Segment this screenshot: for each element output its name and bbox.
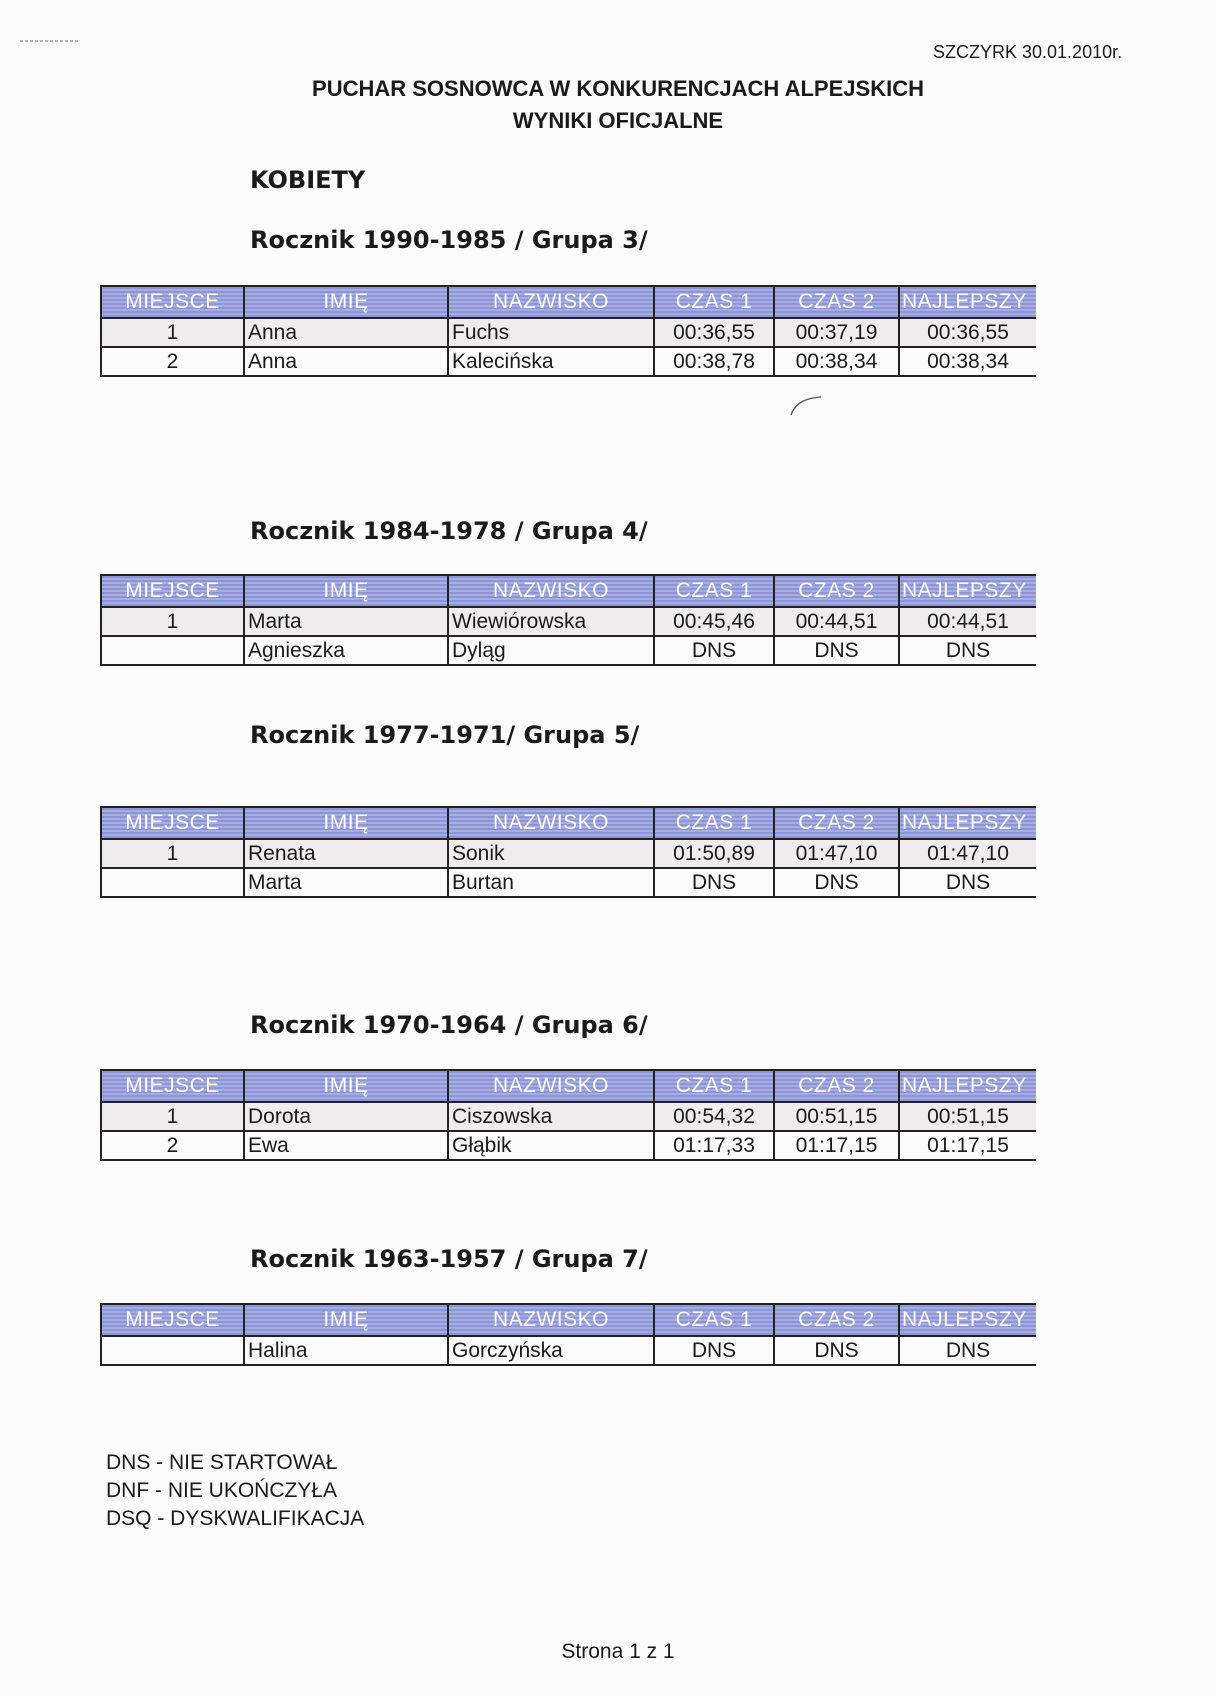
cell-time1: DNS — [654, 868, 774, 897]
column-header-best: NAJLEPSZY — [899, 1070, 1036, 1102]
cell-time2: 00:38,34 — [774, 347, 899, 376]
document-title: PUCHAR SOSNOWCA W KONKURENCJACH ALPEJSKICH — [312, 76, 924, 101]
column-header-time2: CZAS 2 — [774, 1070, 899, 1102]
section-heading: Rocznik 1977-1971/ Grupa 5/ — [250, 721, 640, 749]
cell-place: 2 — [101, 1131, 244, 1160]
column-header-first-name: IMIĘ — [244, 807, 448, 839]
column-header-place: MIEJSCE — [101, 1070, 244, 1102]
category-heading: KOBIETY — [250, 166, 366, 194]
cell-place: 1 — [101, 607, 244, 636]
cell-time1: 00:54,32 — [654, 1102, 774, 1131]
column-header-time2: CZAS 2 — [774, 575, 899, 607]
section-heading: Rocznik 1984-1978 / Grupa 4/ — [250, 517, 648, 545]
cell-first-name: Agnieszka — [244, 636, 448, 665]
results-table — [100, 285, 1036, 377]
table-row — [101, 636, 1036, 665]
cell-first-name: Anna — [244, 347, 448, 376]
scan-smudge — [20, 38, 92, 44]
section-heading: Rocznik 1990-1985 / Grupa 3/ — [250, 226, 648, 254]
cell-time2: 00:37,19 — [774, 318, 899, 347]
legend-line: DSQ - DYSKWALIFIKACJA — [106, 1507, 365, 1530]
table-header-row — [101, 807, 1036, 839]
column-header-last-name: NAZWISKO — [448, 807, 654, 839]
column-header-first-name: IMIĘ — [244, 1304, 448, 1336]
column-header-time1: CZAS 1 — [654, 286, 774, 318]
column-header-first-name: IMIĘ — [244, 575, 448, 607]
cell-time2: DNS — [774, 1336, 899, 1365]
cell-time1: 00:38,78 — [654, 347, 774, 376]
column-header-best: NAJLEPSZY — [899, 807, 1036, 839]
legend-line: DNF - NIE UKOŃCZYŁA — [106, 1479, 338, 1502]
results-table — [100, 1303, 1036, 1366]
column-header-best: NAJLEPSZY — [899, 286, 1036, 318]
cell-place — [101, 868, 244, 897]
results-table — [100, 574, 1036, 666]
column-header-time1: CZAS 1 — [654, 807, 774, 839]
column-header-place: MIEJSCE — [101, 1304, 244, 1336]
table-row — [101, 1336, 1036, 1365]
table-row — [101, 839, 1036, 868]
section-heading: Rocznik 1963-1957 / Grupa 7/ — [250, 1245, 648, 1273]
cell-time1: 00:36,55 — [654, 318, 774, 347]
column-header-place: MIEJSCE — [101, 807, 244, 839]
document-subtitle: WYNIKI OFICJALNE — [512, 108, 724, 133]
column-header-time1: CZAS 1 — [654, 1070, 774, 1102]
table-row — [101, 607, 1036, 636]
column-header-first-name: IMIĘ — [244, 1070, 448, 1102]
page-number: Strona 1 z 1 — [561, 1640, 675, 1663]
column-header-time1: CZAS 1 — [654, 575, 774, 607]
cell-best: DNS — [899, 636, 1036, 665]
cell-last-name: Wiewiórowska — [448, 607, 654, 636]
column-header-last-name: NAZWISKO — [448, 1304, 654, 1336]
cell-last-name: Fuchs — [448, 318, 654, 347]
table-row — [101, 347, 1036, 376]
cell-best: 00:36,55 — [899, 318, 1036, 347]
cell-best: 01:47,10 — [899, 839, 1036, 868]
column-header-time1: CZAS 1 — [654, 1304, 774, 1336]
table-header-row — [101, 575, 1036, 607]
cell-last-name: Dyląg — [448, 636, 654, 665]
cell-time1: 01:17,33 — [654, 1131, 774, 1160]
table-header-row — [101, 1304, 1036, 1336]
cell-first-name: Ewa — [244, 1131, 448, 1160]
cell-best: DNS — [899, 1336, 1036, 1365]
cell-best: 01:17,15 — [899, 1131, 1036, 1160]
cell-place: 1 — [101, 318, 244, 347]
cell-first-name: Renata — [244, 839, 448, 868]
cell-first-name: Dorota — [244, 1102, 448, 1131]
column-header-best: NAJLEPSZY — [899, 1304, 1036, 1336]
cell-last-name: Głąbik — [448, 1131, 654, 1160]
table-header-row — [101, 1070, 1036, 1102]
pen-mark — [788, 395, 822, 417]
cell-best: 00:44,51 — [899, 607, 1036, 636]
table-header-row — [101, 286, 1036, 318]
cell-best: DNS — [899, 868, 1036, 897]
cell-place: 1 — [101, 1102, 244, 1131]
cell-first-name: Marta — [244, 868, 448, 897]
column-header-place: MIEJSCE — [101, 286, 244, 318]
cell-place: 2 — [101, 347, 244, 376]
cell-last-name: Ciszowska — [448, 1102, 654, 1131]
cell-first-name: Anna — [244, 318, 448, 347]
column-header-time2: CZAS 2 — [774, 1304, 899, 1336]
column-header-time2: CZAS 2 — [774, 807, 899, 839]
cell-place — [101, 636, 244, 665]
cell-time2: DNS — [774, 636, 899, 665]
legend-line: DNS - NIE STARTOWAŁ — [106, 1451, 338, 1474]
document-date: SZCZYRK 30.01.2010r. — [933, 42, 1123, 62]
results-table — [100, 1069, 1036, 1161]
cell-time1: DNS — [654, 1336, 774, 1365]
cell-place — [101, 1336, 244, 1365]
cell-best: 00:38,34 — [899, 347, 1036, 376]
cell-time2: 01:17,15 — [774, 1131, 899, 1160]
column-header-time2: CZAS 2 — [774, 286, 899, 318]
column-header-place: MIEJSCE — [101, 575, 244, 607]
cell-time2: 00:44,51 — [774, 607, 899, 636]
cell-last-name: Kalecińska — [448, 347, 654, 376]
cell-time1: 01:50,89 — [654, 839, 774, 868]
cell-best: 00:51,15 — [899, 1102, 1036, 1131]
column-header-last-name: NAZWISKO — [448, 575, 654, 607]
cell-time1: DNS — [654, 636, 774, 665]
cell-last-name: Sonik — [448, 839, 654, 868]
cell-time1: 00:45,46 — [654, 607, 774, 636]
cell-first-name: Marta — [244, 607, 448, 636]
cell-last-name: Gorczyńska — [448, 1336, 654, 1365]
section-heading: Rocznik 1970-1964 / Grupa 6/ — [250, 1011, 648, 1039]
cell-time2: 00:51,15 — [774, 1102, 899, 1131]
cell-time2: 01:47,10 — [774, 839, 899, 868]
column-header-last-name: NAZWISKO — [448, 1070, 654, 1102]
cell-place: 1 — [101, 839, 244, 868]
cell-first-name: Halina — [244, 1336, 448, 1365]
table-row — [101, 1102, 1036, 1131]
table-row — [101, 318, 1036, 347]
table-row — [101, 1131, 1036, 1160]
column-header-last-name: NAZWISKO — [448, 286, 654, 318]
cell-time2: DNS — [774, 868, 899, 897]
column-header-best: NAJLEPSZY — [899, 575, 1036, 607]
table-row — [101, 868, 1036, 897]
column-header-first-name: IMIĘ — [244, 286, 448, 318]
cell-last-name: Burtan — [448, 868, 654, 897]
results-table — [100, 806, 1036, 898]
